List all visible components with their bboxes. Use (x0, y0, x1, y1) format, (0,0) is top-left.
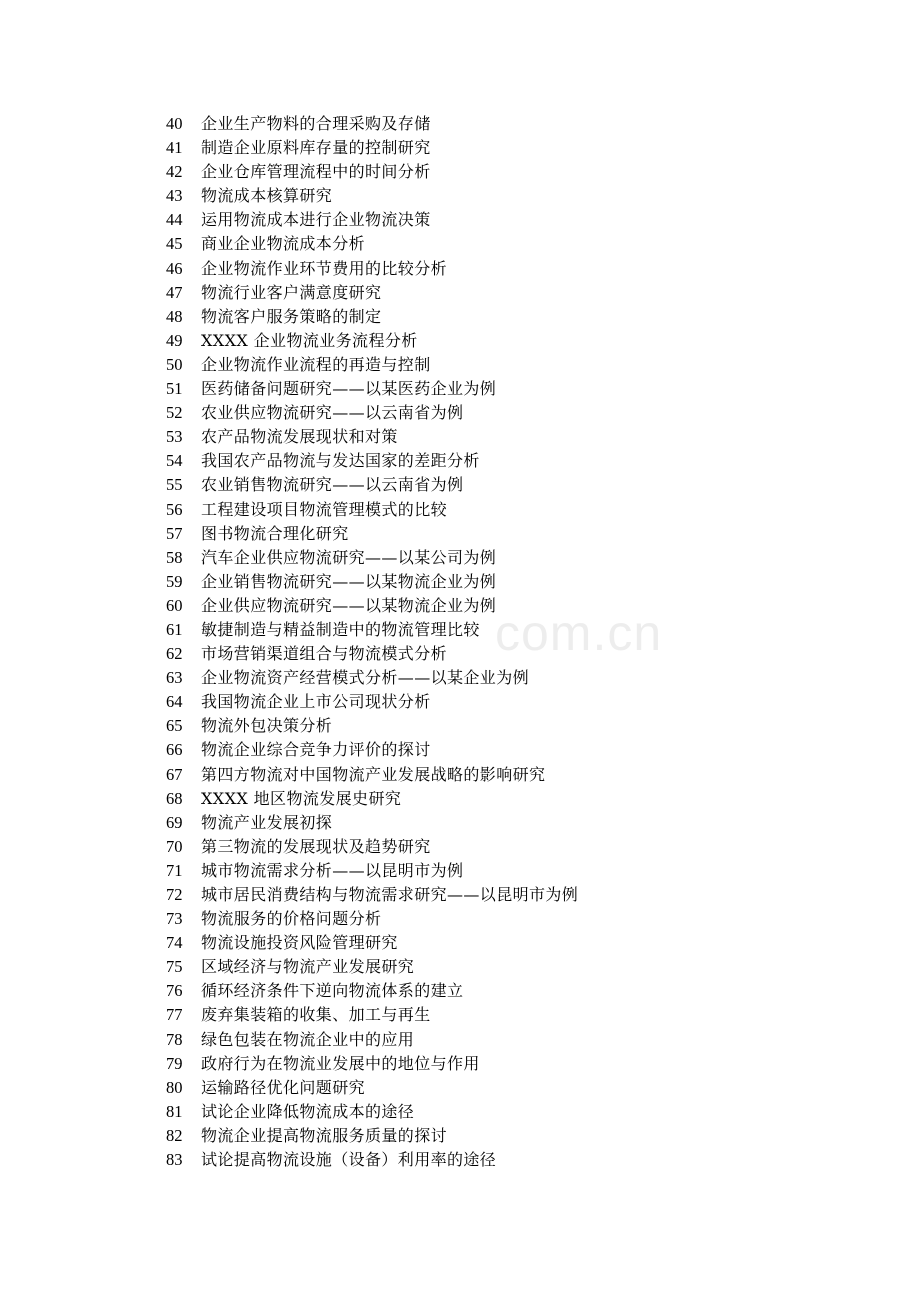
topic-number: 64 (166, 692, 183, 712)
topic-number: 55 (166, 475, 183, 495)
topic-title: 农产品物流发展现状和对策 (201, 427, 398, 447)
topic-number: 82 (166, 1125, 183, 1145)
topic-number: 61 (166, 619, 183, 639)
list-item (166, 401, 578, 425)
topic-title: 企业仓库管理流程中的时间分析 (201, 162, 431, 182)
list-item (166, 184, 578, 208)
list-item (166, 546, 578, 570)
topic-number: 54 (166, 451, 183, 471)
topic-number: 42 (166, 162, 183, 182)
topic-number: 71 (166, 860, 183, 880)
topic-number: 81 (166, 1101, 183, 1121)
list-item (166, 281, 578, 305)
list-item (166, 1076, 578, 1100)
topic-title: 物流企业综合竞争力评价的探讨 (201, 740, 431, 760)
watermark: com.cn (495, 605, 663, 661)
topic-title: 运输路径优化问题研究 (201, 1077, 366, 1097)
topic-title: 绿色包装在物流企业中的应用 (201, 1029, 415, 1049)
topic-title: 企业物流作业环节费用的比较分析 (201, 258, 448, 278)
list-item (166, 811, 578, 835)
list-item (166, 907, 578, 931)
topic-title: 市场营销渠道组合与物流模式分析 (201, 644, 448, 664)
topic-title: 图书物流合理化研究 (201, 523, 349, 543)
list-item (166, 835, 578, 859)
list-item (166, 473, 578, 497)
topic-number: 44 (166, 210, 183, 230)
topic-title: 我国物流企业上市公司现状分析 (201, 692, 431, 712)
list-item (166, 232, 578, 256)
topic-title: 农业销售物流研究——以云南省为例 (201, 475, 464, 495)
topic-number: 83 (166, 1150, 183, 1170)
topic-title: 企业生产物料的合理采购及存储 (201, 114, 431, 133)
topic-number: 53 (166, 427, 183, 447)
list-item (166, 1100, 578, 1124)
topic-title: 循环经济条件下逆向物流体系的建立 (201, 981, 464, 1001)
list-item (166, 787, 578, 811)
list-item (166, 208, 578, 232)
list-item (166, 642, 578, 666)
topic-number: 49 (166, 330, 183, 350)
list-item (166, 353, 578, 377)
topic-title: 试论企业降低物流成本的途径 (201, 1101, 415, 1121)
topic-title: 企业供应物流研究——以某物流企业为例 (201, 595, 497, 615)
topic-number: 52 (166, 403, 183, 423)
topic-number: 67 (166, 764, 183, 784)
topic-title: 物流服务的价格问题分析 (201, 909, 382, 929)
list-item (166, 1003, 578, 1027)
topic-number: 48 (166, 306, 183, 326)
topic-title: 企业销售物流研究——以某物流企业为例 (201, 571, 497, 591)
topic-number: 75 (166, 957, 183, 977)
list-item (166, 449, 578, 473)
list-item (166, 883, 578, 907)
list-item (166, 112, 578, 136)
topic-title: 运用物流成本进行企业物流决策 (201, 210, 431, 230)
list-item (166, 738, 578, 762)
topic-number: 68 (166, 788, 183, 808)
list-item (166, 859, 578, 883)
list-item (166, 690, 578, 714)
topic-number: 58 (166, 547, 183, 567)
list-item (166, 257, 578, 281)
list-item (166, 618, 578, 642)
list-item (166, 594, 578, 618)
topic-title: 我国农产品物流与发达国家的差距分析 (201, 451, 480, 471)
topic-number: 56 (166, 499, 183, 519)
topic-number: 74 (166, 933, 183, 953)
list-item (166, 1124, 578, 1148)
topic-number: 70 (166, 836, 183, 856)
topic-number: 79 (166, 1053, 183, 1073)
list-item (166, 377, 578, 401)
topic-title: 医药储备问题研究——以某医药企业为例 (201, 379, 497, 399)
topic-title: 物流成本核算研究 (201, 186, 333, 206)
topic-number: 69 (166, 812, 183, 832)
topic-number: 80 (166, 1077, 183, 1097)
list-item (166, 498, 578, 522)
topic-title: 制造企业原料库存量的控制研究 (201, 138, 431, 158)
list-item (166, 329, 578, 353)
topic-title: 区域经济与物流产业发展研究 (201, 957, 415, 977)
topic-title: 物流产业发展初探 (201, 812, 333, 832)
topic-title: 物流行业客户满意度研究 (201, 282, 382, 302)
topic-number: 63 (166, 668, 183, 688)
topic-title: 政府行为在物流业发展中的地位与作用 (201, 1053, 480, 1073)
list-item (166, 305, 578, 329)
topic-title: 第三物流的发展现状及趋势研究 (201, 836, 431, 856)
topic-title: 工程建设项目物流管理模式的比较 (201, 499, 448, 519)
topic-number: 60 (166, 595, 183, 615)
list-item (166, 1052, 578, 1076)
list-item (166, 666, 578, 690)
topic-title: XXXX 地区物流发展史研究 (201, 788, 402, 808)
topic-title: 物流客户服务策略的制定 (201, 306, 382, 326)
topic-list (166, 112, 578, 1172)
topic-title: 试论提高物流设施（设备）利用率的途径 (201, 1150, 497, 1170)
topic-number: 78 (166, 1029, 183, 1049)
list-item (166, 570, 578, 594)
topic-number: 59 (166, 571, 183, 591)
topic-title: 企业物流资产经营模式分析——以某企业为例 (201, 668, 530, 688)
topic-number: 76 (166, 981, 183, 1001)
list-item (166, 136, 578, 160)
list-item (166, 979, 578, 1003)
list-item (166, 714, 578, 738)
list-item (166, 931, 578, 955)
topic-number: 72 (166, 885, 183, 904)
topic-number: 50 (166, 354, 183, 374)
topic-title: 农业供应物流研究——以云南省为例 (201, 403, 464, 423)
topic-title: 第四方物流对中国物流产业发展战略的影响研究 (201, 764, 546, 784)
list-item (166, 763, 578, 787)
topic-number: 47 (166, 282, 183, 302)
topic-number: 65 (166, 716, 183, 736)
list-item (166, 1148, 578, 1172)
topic-number: 66 (166, 740, 183, 760)
topic-title: 物流企业提高物流服务质量的探讨 (201, 1125, 448, 1145)
topic-title: 物流外包决策分析 (201, 716, 333, 736)
topic-title: 汽车企业供应物流研究——以某公司为例 (201, 547, 497, 567)
list-item (166, 1028, 578, 1052)
topic-number: 73 (166, 909, 183, 929)
topic-title: 城市物流需求分析——以昆明市为例 (201, 860, 464, 880)
topic-title: XXXX 企业物流业务流程分析 (201, 330, 418, 350)
topic-number: 41 (166, 138, 183, 158)
topic-title: 城市居民消费结构与物流需求研究——以昆明市为例 (201, 885, 579, 904)
list-item (166, 955, 578, 979)
topic-number: 51 (166, 379, 183, 399)
topic-number: 46 (166, 258, 183, 278)
topic-number: 40 (166, 114, 183, 133)
list-item (166, 522, 578, 546)
topic-title: 敏捷制造与精益制造中的物流管理比较 (201, 619, 480, 639)
topic-title: 废弃集装箱的收集、加工与再生 (201, 1005, 431, 1025)
list-item (166, 425, 578, 449)
topic-number: 57 (166, 523, 183, 543)
topic-title: 企业物流作业流程的再造与控制 (201, 354, 431, 374)
topic-number: 45 (166, 234, 183, 254)
topic-number: 43 (166, 186, 183, 206)
list-item (166, 160, 578, 184)
topic-number: 62 (166, 644, 183, 664)
topic-title: 物流设施投资风险管理研究 (201, 933, 398, 953)
topic-number: 77 (166, 1005, 183, 1025)
topic-title: 商业企业物流成本分析 (201, 234, 366, 254)
